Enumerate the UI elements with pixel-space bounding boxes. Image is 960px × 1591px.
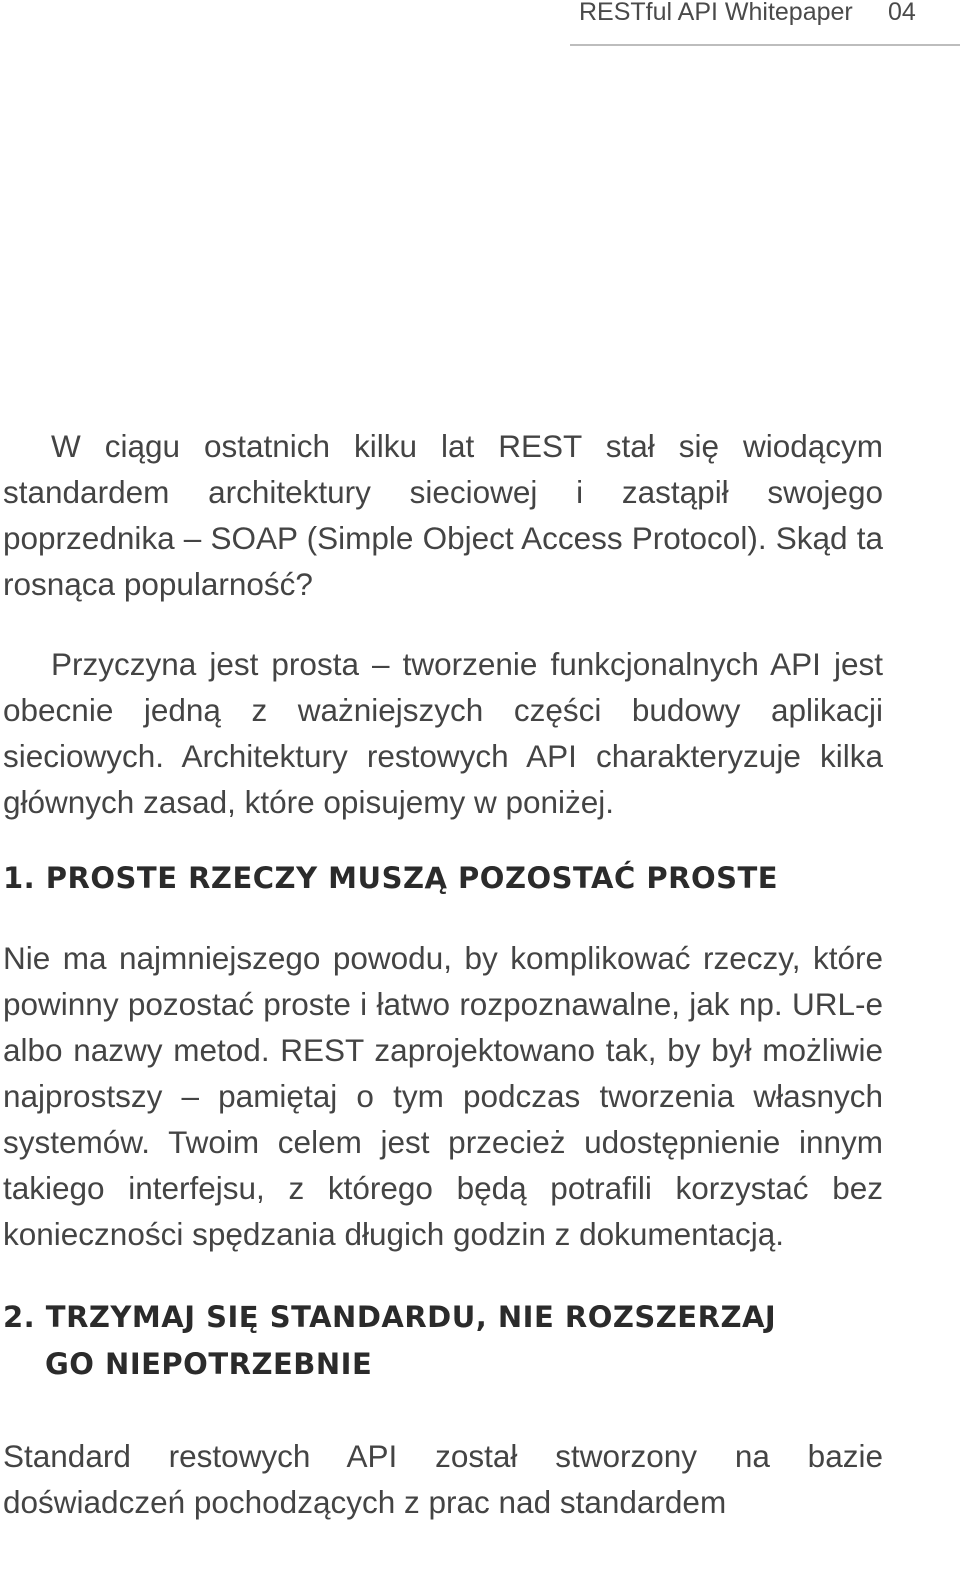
running-header	[570, 0, 960, 46]
section-heading-2-line-2: GO NIEPOTRZEBNIE	[45, 1347, 373, 1381]
intro-paragraph-2: Przyczyna jest prosta – tworzenie funkcjonalnych API jest obecnie jedną z ważniejszych części budowy aplikacji sieciowych. Architektury restowych API charakteryzuje kilka głównych zasad, które opisujemy w poniżej.	[3, 646, 883, 820]
section-heading-2	[3, 1294, 883, 1388]
intro-paragraph-1: W ciągu ostatnich kilku lat REST stał się wiodącym standardem architektury sieciowej i zastąpił swojego poprzednika – SOAP (Simple Object Access Protocol). Skąd ta rosnąca popularność?	[3, 428, 883, 602]
page-body	[3, 423, 883, 1525]
section-heading-1: 1. PROSTE RZECZY MUSZĄ POZOSTAĆ PROSTE	[3, 861, 779, 895]
section-heading-2-line-1: 2. TRZYMAJ SIĘ STANDARDU, NIE ROZSZERZAJ	[3, 1300, 777, 1334]
document-title: RESTful API Whitepaper	[579, 0, 853, 26]
section-2-paragraph: Standard restowych API został stworzony na bazie doświadczeń pochodzących z prac nad standardem	[3, 1438, 883, 1520]
page-number: 04	[888, 0, 916, 26]
section-1-paragraph: Nie ma najmniejszego powodu, by komplikować rzeczy, które powinny pozostać proste i łatwo rozpoznawalne, jak np. URL-e albo nazwy metod. REST zaprojektowano tak, by był możliwie najprostszy – pamiętaj o tym podczas tworzenia własnych systemów. Twoim celem jest przecież udostępnienie innym takiego interfejsu, z którego będą potrafili korzystać bez konieczności spędzania długich godzin z dokumentacją.	[3, 940, 883, 1252]
